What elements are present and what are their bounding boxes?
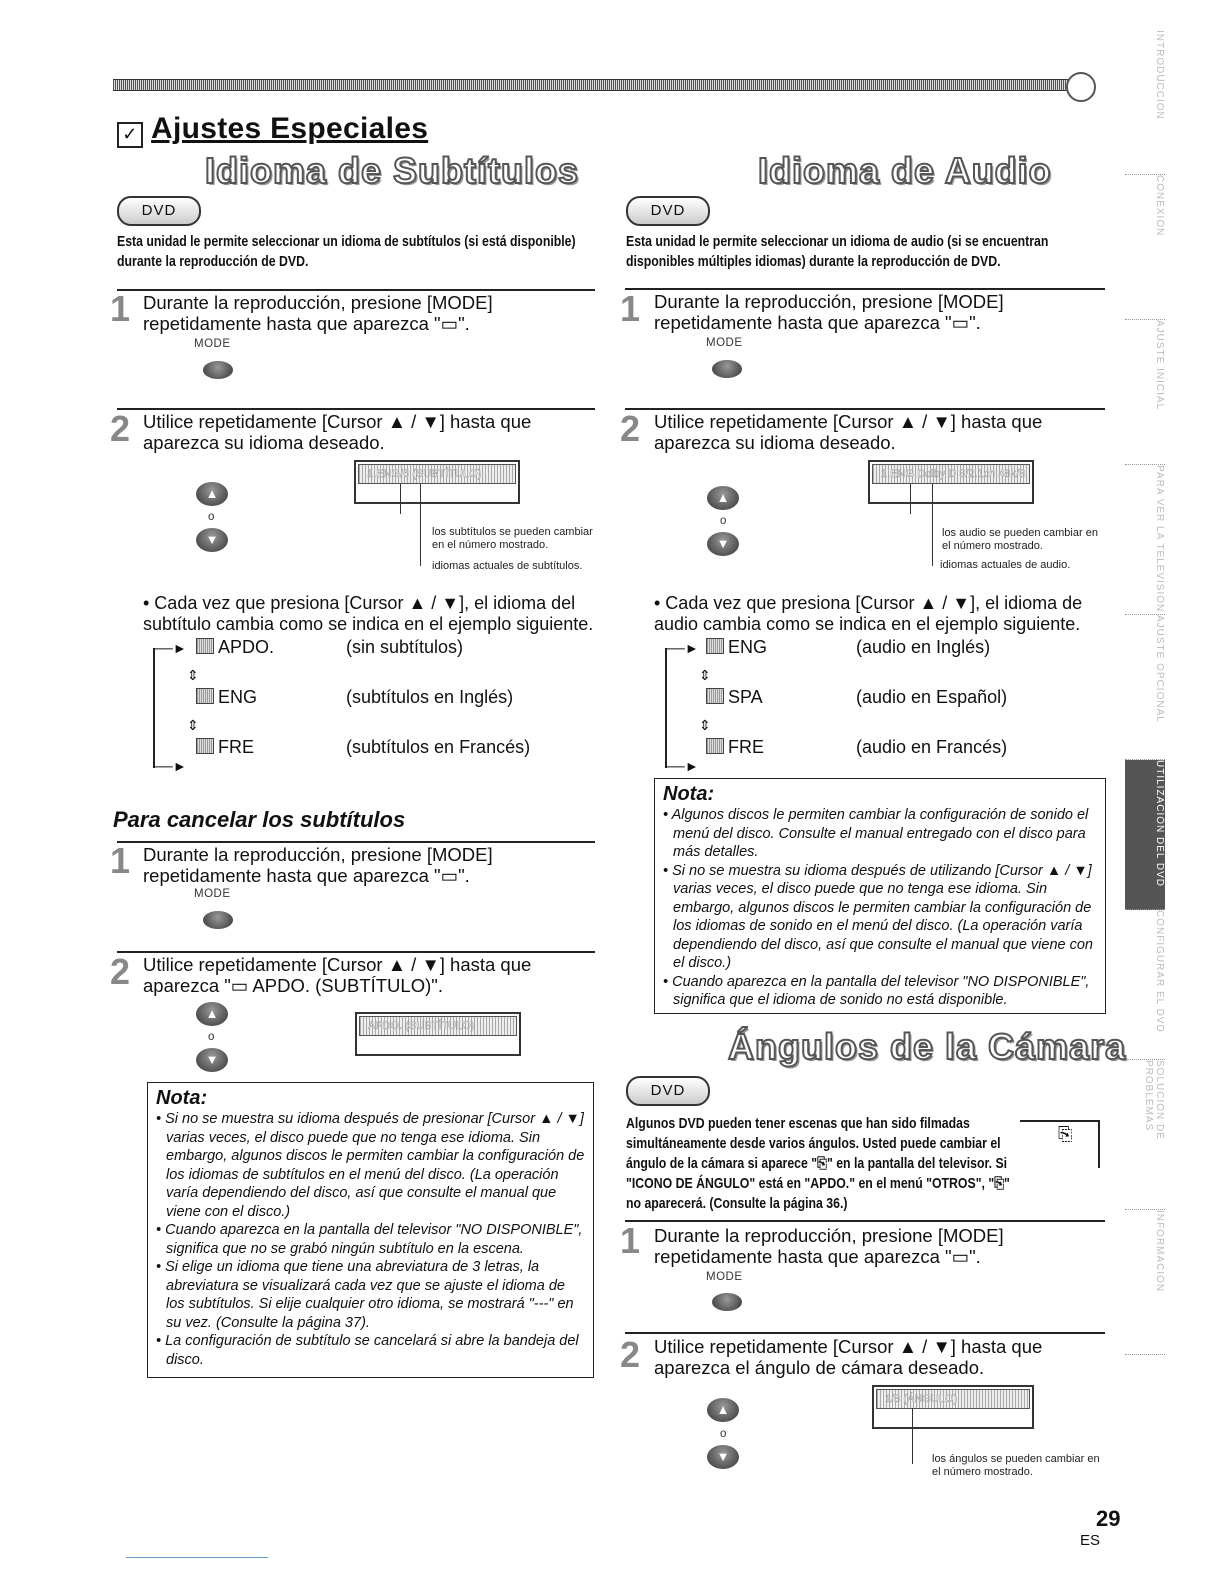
- osd-bar: 1.ENG Dolby D 3/2.1ch 48k/3: [872, 464, 1030, 484]
- step-text: Utilice repetidamente [Cursor ▲ / ▼] hasta que aparezca su idioma deseado.: [654, 411, 1043, 453]
- step-rule: [625, 1332, 1105, 1334]
- cursor-down-button-icon: ▼: [707, 1445, 739, 1469]
- step-text: Durante la reproducción, presione [MODE] repetidamente hasta que aparezca "▭".: [143, 292, 493, 334]
- subtitle-icon: [196, 738, 214, 754]
- cycle-bracket: [665, 648, 669, 768]
- mode-label: MODE: [194, 338, 231, 350]
- dvd-badge: DVD: [117, 196, 201, 226]
- step-rule: [625, 408, 1105, 410]
- subtitle-section-banner: Idioma de Subtítulos: [205, 150, 580, 191]
- or-label: o: [720, 1428, 727, 1440]
- audio-intro: Esta unidad le permite seleccionar un idioma de audio (si se encuentran disponibles múltiples idiomas) durante la reproducción de DVD.: [626, 233, 1049, 270]
- top-decorative-rule: [113, 79, 1073, 91]
- nota-box-left: [147, 1082, 594, 1378]
- cycle-arrow-icon: ──►: [153, 640, 187, 656]
- option-desc: (audio en Español): [856, 687, 1008, 707]
- cycle-arrow-icon: ──►: [665, 640, 699, 656]
- step-text: Utilice repetidamente [Cursor ▲ / ▼] hasta que aparezca el ángulo de cámara deseado.: [654, 1336, 1043, 1378]
- dvd-badge: DVD: [626, 196, 710, 226]
- nota-item: • La configuración de subtítulo se cancelará si abre la bandeja del disco.: [156, 1333, 579, 1368]
- page-number: 29: [1096, 1506, 1121, 1531]
- option-desc: (sin subtítulos): [346, 637, 464, 657]
- step-number: 2: [110, 408, 131, 449]
- side-tab-ajuste-opcional[interactable]: AJUSTE OPCIONAL: [1125, 615, 1165, 760]
- updown-arrow-icon: ⇕: [187, 667, 199, 683]
- step-text: Durante la reproducción, presione [MODE] repetidamente hasta que aparezca "▭".: [654, 1225, 1004, 1267]
- mode-button-icon: [712, 1293, 742, 1311]
- step-text: Durante la reproducción, presione [MODE] repetidamente hasta que aparezca "▭".: [654, 291, 1004, 333]
- nota-item: • Algunos discos le permiten cambiar la configuración de sonido el menú del disco. Consulte el manual entregado con el disco para más detalles.: [663, 807, 1089, 860]
- side-tab-conexion[interactable]: CONEXIÓN: [1125, 175, 1165, 320]
- side-tab-introduccion[interactable]: INTRODUCCIÓN: [1125, 30, 1165, 175]
- top-rule-end-circle: [1066, 72, 1096, 102]
- step-number: 1: [110, 288, 131, 329]
- option-row: ENG: [706, 637, 767, 658]
- step-number: 1: [110, 840, 131, 881]
- step-number: 1: [620, 288, 641, 329]
- callout-line: [420, 484, 421, 566]
- callout-text: los audio se pueden cambiar en el número mostrado.: [942, 527, 1098, 552]
- mode-button-icon: [203, 911, 233, 929]
- updown-arrow-icon: ⇕: [187, 717, 199, 733]
- audio-icon: [706, 638, 724, 654]
- option-row: SPA: [706, 687, 763, 708]
- nota-item: • Cuando aparezca en la pantalla del televisor "NO DISPONIBLE", significa que el idioma de sonido no está disponible.: [663, 973, 1090, 1008]
- subtitle-icon: [196, 688, 214, 704]
- step-rule: [117, 408, 595, 410]
- page-title: ✓ Ajustes Especiales: [117, 112, 428, 148]
- step-rule: [117, 841, 595, 843]
- audio-icon: [706, 688, 724, 704]
- angle-section-banner: Ángulos de la Cámara: [728, 1026, 1127, 1067]
- step-number: 2: [620, 408, 641, 449]
- mode-button-icon: [203, 361, 233, 379]
- side-tab-ajuste-inicial[interactable]: AJUSTE INICIAL: [1125, 320, 1165, 465]
- step-rule: [625, 288, 1105, 290]
- cursor-up-button-icon: ▲: [707, 486, 739, 510]
- updown-arrow-icon: ⇕: [699, 667, 711, 683]
- nota-title: Nota:: [156, 1087, 208, 1109]
- footer-rule: [126, 1557, 268, 1558]
- tv-screen-osd: [354, 460, 520, 504]
- angle-intro: Algunos DVD pueden tener escenas que han sido filmadas simultáneamente desde varios ángulos. Usted puede cambiar el ángulo de la cámara si aparece "⎘" en la pantalla del televisor. Si "ICONO DE ÁNGULO" está en "APDO." en el menú "OTROS", "⎘" no aparecerá. (Consulte la página 36.): [626, 1115, 1010, 1212]
- cancel-subtitles-heading: Para cancelar los subtítulos: [113, 807, 406, 832]
- cursor-down-button-icon: ▼: [707, 532, 739, 556]
- step-rule: [117, 951, 595, 953]
- osd-bar: 1/8 (ÁNGULO): [876, 1389, 1030, 1409]
- side-tab-utilizacion-dvd[interactable]: UTILIZACIÓN DEL DVD: [1125, 760, 1165, 910]
- osd-bar: 1.ENG/6 (SUBTÍTULO): [358, 464, 516, 484]
- step-text: Utilice repetidamente [Cursor ▲ / ▼] hasta que aparezca su idioma deseado.: [143, 411, 532, 453]
- step-number: 2: [620, 1334, 641, 1375]
- nota-item: • Si no se muestra su idioma después de utilizando [Cursor ▲ / ▼] varias veces, el disco puede que no tenga ese idioma. Sin embargo, algunos discos le permiten cambiar la configuración de los idiomas de sonido en el menú del disco. (La operación varía dependiendo del disco, así que consulte el manual que viene con el disco.): [663, 862, 1093, 971]
- tv-screen-osd: [868, 460, 1034, 504]
- callout-line: [932, 484, 933, 566]
- step-number: 1: [620, 1220, 641, 1261]
- mode-button-icon: [712, 360, 742, 378]
- option-row: ENG: [196, 687, 257, 708]
- subtitle-intro: Esta unidad le permite seleccionar un idioma de subtítulos (si está disponible) durante la reproducción de DVD.: [117, 233, 576, 270]
- audio-icon: [706, 738, 724, 754]
- step-text: Utilice repetidamente [Cursor ▲ / ▼] hasta que aparezca "▭ APDO. (SUBTÍTULO)".: [143, 954, 532, 996]
- or-label: o: [208, 1031, 215, 1043]
- cursor-up-button-icon: ▲: [196, 482, 228, 506]
- option-desc: (audio en Francés): [856, 737, 1008, 757]
- option-row: FRE: [196, 737, 254, 758]
- side-tab-configurar-dvd[interactable]: CONFIGURAR EL DVD: [1125, 910, 1165, 1060]
- option-row: FRE: [706, 737, 764, 758]
- cycle-arrow-icon: ──►: [153, 758, 187, 774]
- step-text: Durante la reproducción, presione [MODE] repetidamente hasta que aparezca "▭".: [143, 844, 493, 886]
- mode-label: MODE: [706, 1271, 743, 1283]
- or-label: o: [208, 511, 215, 523]
- nota-item: • Si elige un idioma que tiene una abreviatura de 3 letras, la abreviatura se visualizará cada vez que se ajuste el idioma de los subtítulos. Si elije cualquier otro idioma, se mostrará "---" en su vez. (Consulte la página 37).: [156, 1259, 574, 1331]
- cursor-up-button-icon: ▲: [707, 1398, 739, 1422]
- option-row: APDO.: [196, 637, 274, 658]
- updown-arrow-icon: ⇕: [699, 717, 711, 733]
- step-number: 2: [110, 951, 131, 992]
- step-rule: [117, 289, 595, 291]
- dvd-badge: DVD: [626, 1076, 710, 1106]
- osd-bar: APDO. (SUBTÍTULO): [359, 1016, 517, 1036]
- cursor-down-button-icon: ▼: [196, 1048, 228, 1072]
- bullet-text: • Cada vez que presiona [Cursor ▲ / ▼], el idioma de audio cambia como se indica en el ejemplo siguiente.: [654, 593, 1083, 634]
- callout-text: los ángulos se pueden cambiar en el número mostrado.: [932, 1453, 1100, 1478]
- callout-text: idiomas actuales de audio.: [940, 559, 1071, 571]
- callout-line: [910, 484, 911, 514]
- option-desc: (subtítulos en Inglés): [346, 687, 514, 707]
- callout-text: los subtítulos se pueden cambiar en el número mostrado.: [432, 526, 593, 551]
- cycle-arrow-icon: ──►: [665, 758, 699, 774]
- cursor-up-button-icon: ▲: [196, 1002, 228, 1026]
- nota-item: • Si no se muestra su idioma después de presionar [Cursor ▲ / ▼] varias veces, el disco puede que no tenga ese idioma. Sin embargo, algunos discos le permiten cambiar la configuración de los idiomas de subtítulos en el menú del disco. (La operación varía dependiendo del disco, así que consulte el manual que viene con el disco.): [156, 1111, 585, 1220]
- callout-text: idiomas actuales de subtítulos.: [432, 560, 583, 572]
- mode-label: MODE: [706, 337, 743, 349]
- side-tab-solucion-problemas[interactable]: SOLUCIÓN DE PROBLEMAS: [1125, 1060, 1165, 1210]
- option-desc: (audio en Inglés): [856, 637, 991, 657]
- cursor-down-button-icon: ▼: [196, 528, 228, 552]
- option-desc: (subtítulos en Francés): [346, 737, 531, 757]
- step-rule: [625, 1220, 1105, 1222]
- subtitle-icon: [196, 638, 214, 654]
- cycle-bracket: [153, 648, 157, 768]
- tv-screen-osd: [872, 1385, 1034, 1429]
- mode-label: MODE: [194, 888, 231, 900]
- tv-screen-osd: [355, 1012, 521, 1056]
- audio-section-banner: Idioma de Audio: [758, 150, 1052, 191]
- side-tab-para-ver-tv[interactable]: PARA VER LA TELEVISIÓN: [1125, 465, 1165, 615]
- checkbox-icon: ✓: [117, 122, 143, 148]
- nota-box-right: [654, 778, 1106, 1014]
- or-label: o: [720, 515, 727, 527]
- nota-title: Nota:: [663, 783, 715, 805]
- side-tab-informacion[interactable]: INFORMACIÓN: [1125, 1210, 1165, 1355]
- angle-icon: ⎘: [1058, 1124, 1073, 1144]
- bullet-text: • Cada vez que presiona [Cursor ▲ / ▼], el idioma del subtítulo cambia como se indica en el ejemplo siguiente.: [143, 593, 594, 634]
- nota-item: • Cuando aparezca en la pantalla del televisor "NO DISPONIBLE", significa que no se grabó ningún subtítulo en la escena.: [156, 1222, 583, 1257]
- callout-line: [912, 1408, 913, 1464]
- page-language: ES: [1080, 1532, 1101, 1549]
- callout-line: [400, 484, 401, 514]
